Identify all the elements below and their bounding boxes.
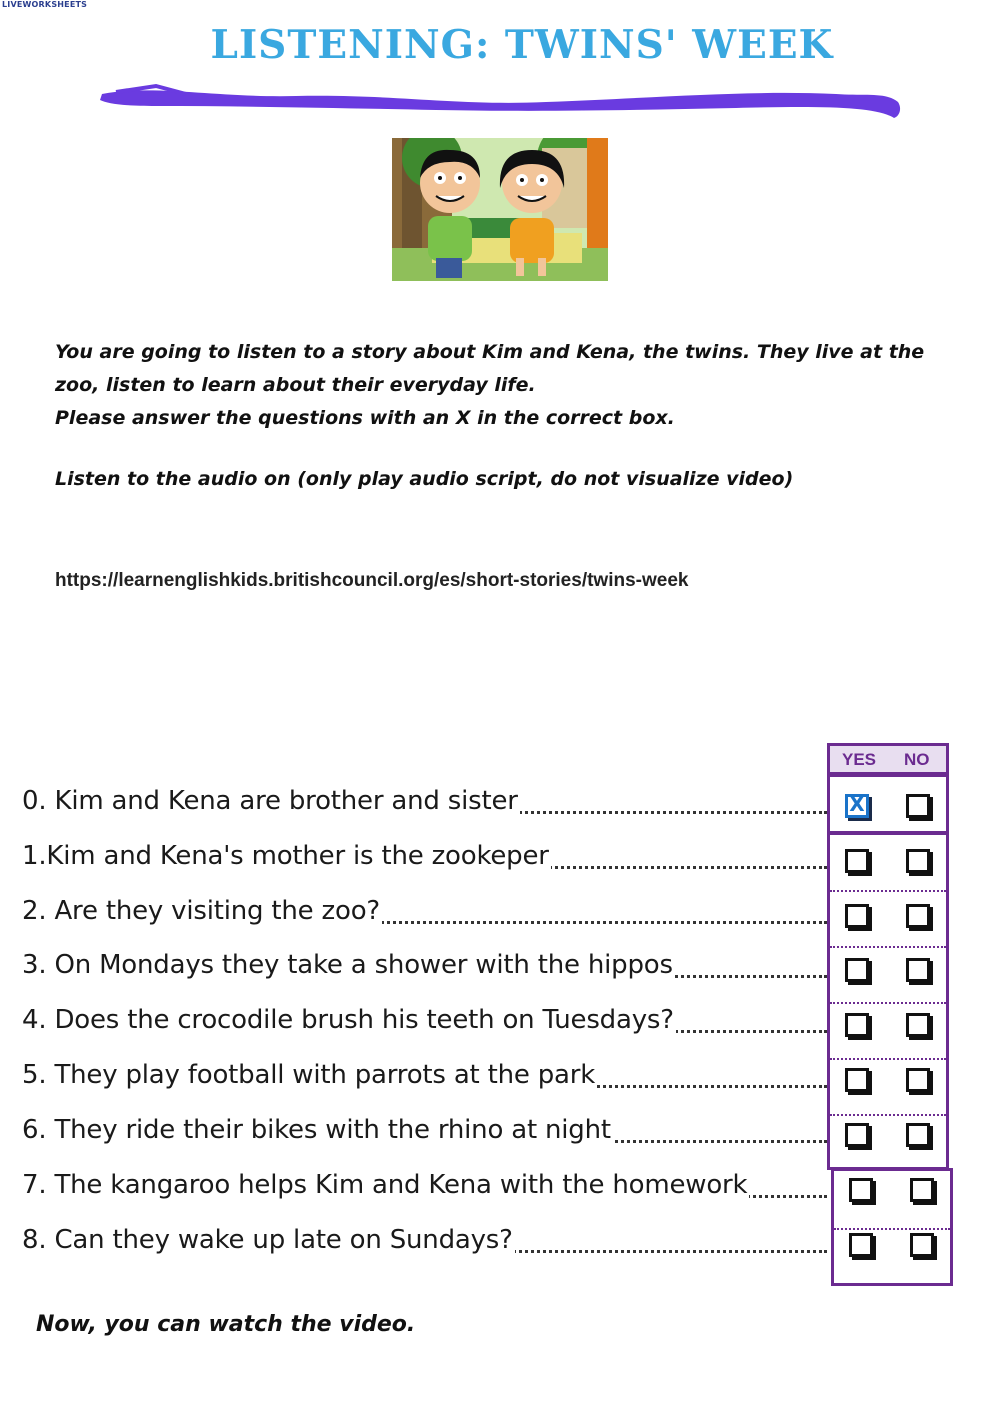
page-title: LISTENING: TWINS' WEEK: [210, 22, 834, 68]
question-text: 0. Kim and Kena are brother and sister: [22, 786, 518, 816]
listen-instruction: Listen to the audio on (only play audio script, do not visualize video): [55, 468, 794, 490]
row-separator: [834, 1228, 950, 1230]
checkbox-no-4[interactable]: [906, 1013, 930, 1037]
row-separator: [830, 946, 946, 948]
question-0: [22, 786, 827, 822]
question-3: [22, 950, 827, 986]
checkbox-no-7[interactable]: [910, 1178, 934, 1202]
checkbox-yes-1[interactable]: [845, 849, 869, 873]
question-text: 7. The kangaroo helps Kim and Kena with the homework: [22, 1170, 748, 1200]
audio-link[interactable]: https://learnenglishkids.britishcouncil.org/es/short-stories/twins-week: [55, 570, 689, 591]
checkbox-no-2[interactable]: [906, 904, 930, 928]
checkbox-yes-7[interactable]: [849, 1178, 873, 1202]
twins-illustration: [392, 138, 608, 281]
checkbox-no-8[interactable]: [910, 1233, 934, 1257]
yes-label: YES: [842, 750, 877, 769]
question-text: 3. On Mondays they take a shower with the hippos: [22, 950, 673, 980]
question-text: 2. Are they visiting the zoo?: [22, 896, 380, 926]
footer-note: Now, you can watch the video.: [36, 1312, 416, 1337]
checkbox-yes-8[interactable]: [849, 1233, 873, 1257]
row-separator: [830, 890, 946, 892]
question-7: [22, 1170, 827, 1206]
row-separator: [830, 1058, 946, 1060]
watermark: LIVEWORKSHEETS: [2, 0, 88, 9]
checkbox-no-5[interactable]: [906, 1068, 930, 1092]
question-text: 6. They ride their bikes with the rhino at night: [22, 1115, 611, 1145]
question-text: 8. Can they wake up late on Sundays?: [22, 1225, 513, 1255]
checkbox-yes-2[interactable]: [845, 904, 869, 928]
checkbox-yes-4[interactable]: [845, 1013, 869, 1037]
no-label: NO: [904, 750, 930, 769]
checkbox-yes-6[interactable]: [845, 1123, 869, 1147]
checkbox-yes-5[interactable]: [845, 1068, 869, 1092]
yes-no-header: [827, 743, 949, 775]
instructions: [55, 336, 955, 435]
checkbox-no-0[interactable]: [906, 794, 930, 818]
question-text: 5. They play football with parrots at the park: [22, 1060, 596, 1090]
question-2: [22, 896, 827, 932]
x-mark: X: [849, 792, 865, 816]
checkbox-yes-0[interactable]: [845, 794, 869, 818]
checkbox-no-1[interactable]: [906, 849, 930, 873]
question-6: [22, 1115, 827, 1151]
row-separator: [830, 1002, 946, 1004]
intro-text: You are going to listen to a story about Kim and Kena, the twins. They live at the zoo, listen to learn about their everyday life.: [55, 341, 925, 396]
checkbox-yes-3[interactable]: [845, 958, 869, 982]
row-separator: [830, 1114, 946, 1116]
question-8: [22, 1225, 827, 1261]
question-4: [22, 1005, 827, 1041]
question-text: 1.Kim and Kena's mother is the zookeper: [22, 841, 549, 871]
question-1: [22, 841, 827, 877]
checkbox-no-3[interactable]: [906, 958, 930, 982]
answer-instruction: Please answer the questions with an X in the correct box.: [55, 407, 675, 429]
checkbox-no-6[interactable]: [906, 1123, 930, 1147]
answer-box-group-1: [827, 832, 949, 1170]
brush-stroke-underline: [96, 76, 906, 126]
question-text: 4. Does the crocodile brush his teeth on Tuesdays?: [22, 1005, 674, 1035]
question-5: [22, 1060, 827, 1096]
